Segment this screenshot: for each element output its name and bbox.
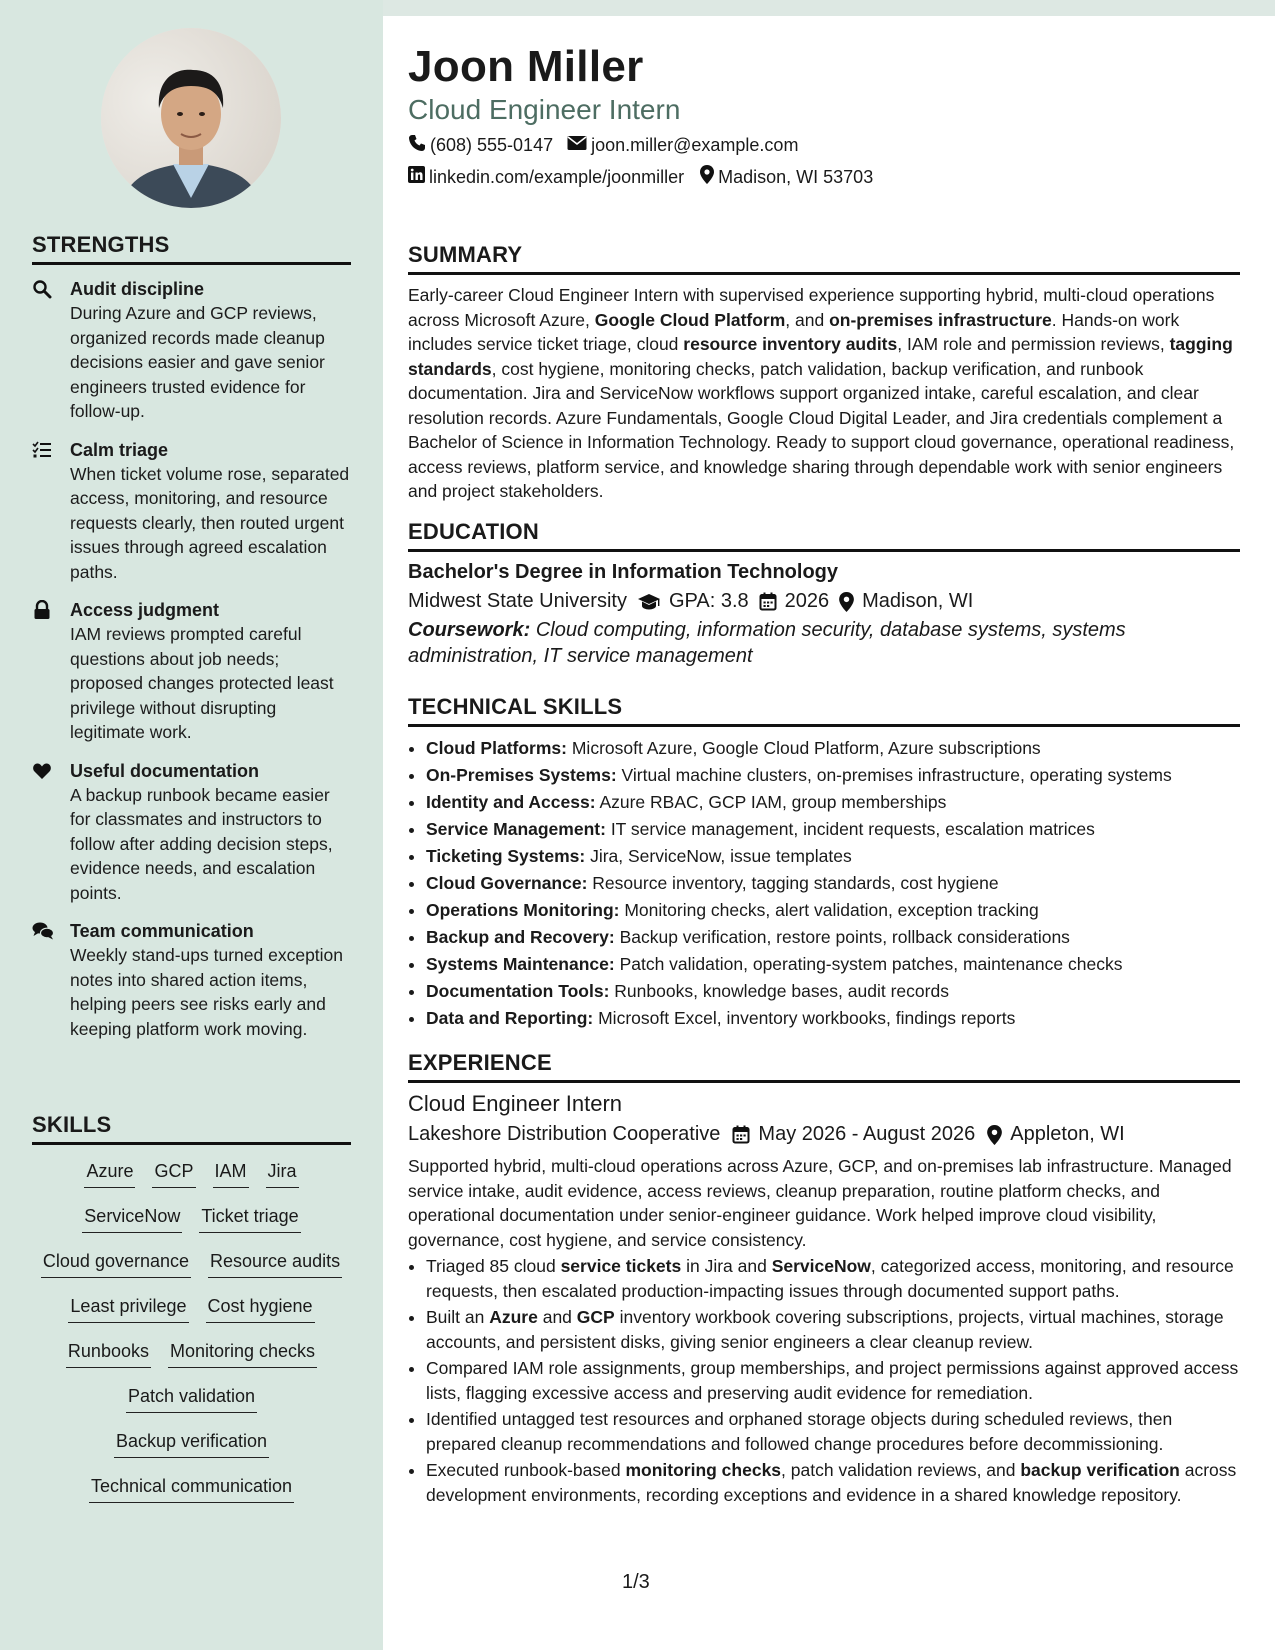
company-name: Lakeshore Distribution Cooperative <box>408 1123 721 1145</box>
bullet-segment: and <box>537 1307 577 1327</box>
chip-row <box>32 1384 351 1429</box>
list-item <box>426 1254 1240 1303</box>
technical-skills-section <box>408 694 1240 1032</box>
bullet-segment: , categorized access, monitoring, and resource requests, then escalated production-impacting issues through documented support paths. <box>426 1256 1234 1301</box>
skill-label: Systems Maintenance: <box>426 954 615 974</box>
list-item <box>426 816 1240 843</box>
experience-section <box>408 1050 1240 1509</box>
email-contact[interactable] <box>567 135 798 156</box>
summary-segment: , and <box>785 309 830 330</box>
location-text: Madison, WI 53703 <box>718 166 874 187</box>
strengths-heading: STRENGTHS <box>32 232 351 265</box>
strength-text: When ticket volume rose, separated access, monitoring, and resource requests clearly, then routed urgent issues through agreed escalation paths. <box>70 463 350 582</box>
summary-segment: Google Cloud Platform <box>594 309 786 330</box>
summary-segment: tagging standards <box>408 334 1233 379</box>
comments-icon <box>32 921 54 941</box>
school-name: Midwest State University <box>408 590 627 612</box>
chip-row <box>32 1159 351 1204</box>
education-section <box>408 519 1240 669</box>
skill-value: Resource inventory, tagging standards, cost hygiene <box>592 873 999 893</box>
skill-value: Monitoring checks, alert validation, exception tracking <box>624 900 1039 920</box>
checklist-icon <box>32 440 54 460</box>
list-item <box>426 1005 1240 1032</box>
bullet-segment: GCP <box>576 1307 615 1327</box>
summary-segment: . Hands-on work includes service ticket triage, cloud <box>408 309 1180 354</box>
linkedin-contact[interactable] <box>408 166 684 188</box>
bullet-segment: service tickets <box>560 1256 682 1276</box>
contact-line <box>408 165 887 189</box>
skill-value: Virtual machine clusters, on-premises infrastructure, operating systems <box>621 765 1172 785</box>
strength-text: Weekly stand-ups turned exception notes into shared action items, helping peers see risks early and keeping platform work moving. <box>70 945 344 1039</box>
chip-row <box>32 1429 351 1474</box>
search-icon <box>32 279 54 299</box>
summary-heading: SUMMARY <box>408 242 1240 275</box>
skill-value: Runbooks, knowledge bases, audit records <box>614 981 949 1001</box>
list-item <box>426 762 1240 789</box>
job-location: Appleton, WI <box>1010 1123 1125 1145</box>
strength-title: Audit discipline <box>70 279 205 299</box>
list-item <box>426 924 1240 951</box>
strength-item <box>32 759 351 906</box>
bullet-segment: Azure <box>489 1307 538 1327</box>
skill-value: Microsoft Azure, Google Cloud Platform, Azure subscriptions <box>571 738 1041 758</box>
skill-chip: Monitoring checks <box>168 1339 317 1368</box>
strengths-section <box>32 232 351 1041</box>
strength-item <box>32 277 351 424</box>
skill-chip: Resource audits <box>208 1249 342 1278</box>
job-summary: Supported hybrid, multi-cloud operations across Azure, GCP, and on-premises lab infrastructure. Managed service intake, audit evidence, access reviews, cleanup preparation, routine platform checks, and operational documentation under senior-engineer guidance. Work helped improve cloud visibility, governance, cost hygiene, and service consistency. <box>408 1156 1232 1250</box>
strength-text: IAM reviews prompted careful questions about job needs; proposed changes protected least privilege without disrupting legitimate work. <box>70 624 334 742</box>
strength-title: Calm triage <box>70 439 169 460</box>
skill-chip: Cost hygiene <box>206 1294 315 1323</box>
skill-value: Backup verification, restore points, rollback considerations <box>619 927 1070 947</box>
skill-label: Data and Reporting: <box>426 1008 594 1028</box>
skill-chip: Patch validation <box>126 1384 257 1413</box>
list-item <box>426 1458 1240 1507</box>
skill-chip: GCP <box>152 1159 195 1188</box>
lock-icon <box>32 600 54 620</box>
skills-heading: SKILLS <box>32 1112 351 1145</box>
list-item <box>426 978 1240 1005</box>
graduation-cap-icon <box>637 593 661 611</box>
summary-section <box>408 242 1240 504</box>
bullet-segment: across development environments, recording exceptions and evidence in a shared knowledge repository. <box>426 1460 1237 1505</box>
list-item <box>426 1356 1240 1405</box>
strength-text: A backup runbook became easier for classmates and instructors to follow after adding decision steps, evidence needs, and escalation points. <box>70 784 333 903</box>
skill-chip: Ticket triage <box>199 1204 300 1233</box>
strength-title: Team communication <box>70 921 254 941</box>
skill-chip: Technical communication <box>89 1474 294 1503</box>
linkedin-icon <box>408 166 429 188</box>
bullet-segment: backup verification <box>1020 1460 1180 1480</box>
technical-skills-heading: TECHNICAL SKILLS <box>408 694 1240 727</box>
bullet-segment: in Jira and <box>681 1256 772 1276</box>
map-pin-icon <box>987 1125 1002 1145</box>
experience-heading: EXPERIENCE <box>408 1050 1240 1083</box>
bullet-segment: ServiceNow <box>771 1256 871 1276</box>
map-pin-icon <box>839 592 854 612</box>
education-heading: EDUCATION <box>408 519 1240 552</box>
chip-row <box>32 1474 351 1519</box>
calendar-icon <box>759 592 777 611</box>
degree-title: Bachelor's Degree in Information Technology <box>408 561 839 583</box>
envelope-icon <box>567 135 591 156</box>
job-dates: May 2026 - August 2026 <box>758 1123 976 1145</box>
phone-icon <box>408 134 430 157</box>
chip-row <box>32 1204 351 1249</box>
strength-item <box>32 919 351 1041</box>
profile-photo <box>101 28 281 208</box>
chip-row <box>32 1339 351 1384</box>
location-contact <box>700 165 873 189</box>
bullet-segment: Executed runbook-based <box>426 1460 626 1480</box>
list-item <box>426 1305 1240 1354</box>
skill-label: Cloud Platforms: <box>426 738 567 758</box>
skill-label: Cloud Governance: <box>426 873 588 893</box>
map-pin-icon <box>700 165 718 189</box>
summary-segment: , cost hygiene, monitoring checks, patch validation, backup verification, and runbook documentation. Jira and ServiceNow workflows support organized intake, careful escalation, and clear resolution records. Azure Fundamentals, Google Cloud Digital Leader, and Jira credentials complement a Bachelor of Science in Information Technology. Ready to support cloud governance, operational readiness, access reviews, platform service, and knowledge sharing through dependable work with senior engineers and project stakeholders. <box>408 358 1235 501</box>
chip-row <box>32 1294 351 1339</box>
list-item <box>426 951 1240 978</box>
summary-text <box>408 283 1240 504</box>
skill-label: Documentation Tools: <box>426 981 610 1001</box>
technical-skills-list <box>408 735 1240 1032</box>
chip-row <box>32 1249 351 1294</box>
phone-contact <box>408 134 553 157</box>
skill-value: Azure RBAC, GCP IAM, group memberships <box>599 792 947 812</box>
coursework-text: Cloud computing, information security, database systems, systems administration, IT service management <box>408 619 1126 667</box>
skill-label: On-Premises Systems: <box>426 765 617 785</box>
sidebar <box>0 0 383 1650</box>
school-location: Madison, WI <box>862 590 974 612</box>
list-item <box>426 1407 1240 1456</box>
skill-chip: IAM <box>213 1159 249 1188</box>
bullet-segment: Triaged 85 cloud <box>426 1256 561 1276</box>
skills-section <box>32 1112 351 1519</box>
summary-segment: on-premises infrastructure <box>829 309 1052 330</box>
coursework <box>408 617 1240 669</box>
experience-details <box>408 1123 1240 1146</box>
heart-icon <box>32 761 54 781</box>
strength-title: Access judgment <box>70 600 220 620</box>
email-text[interactable]: joon.miller@example.com <box>591 135 799 155</box>
skill-chip: Backup verification <box>114 1429 269 1458</box>
list-item <box>426 870 1240 897</box>
skill-value: Microsoft Excel, inventory workbooks, findings reports <box>598 1008 1016 1028</box>
bullet-segment: Compared IAM role assignments, group memberships, and project permissions against approved access lists, flagging excessive access and preserving audit evidence for remediation. <box>426 1358 1239 1403</box>
list-item <box>426 897 1240 924</box>
strength-text: During Azure and GCP reviews, organized records made cleanup decisions easier and gave senior engineers trusted evidence for follow-up. <box>70 303 325 421</box>
phone-text: (608) 555-0147 <box>430 135 554 155</box>
skill-label: Identity and Access: <box>426 792 596 812</box>
skill-chip: Jira <box>266 1159 299 1188</box>
summary-segment: resource inventory audits <box>683 334 898 354</box>
skill-chip: Cloud governance <box>41 1249 191 1278</box>
skill-value: Jira, ServiceNow, issue templates <box>590 846 852 866</box>
strength-item <box>32 598 351 745</box>
skill-chip: ServiceNow <box>82 1204 182 1233</box>
bullet-segment: Identified untagged test resources and orphaned storage objects during scheduled reviews, then prepared cleanup recommendations and followed change procedures before decommissioning. <box>426 1409 1173 1454</box>
list-item <box>426 735 1240 762</box>
gpa-value: GPA: 3.8 <box>668 590 749 612</box>
linkedin-text[interactable]: linkedin.com/example/joonmiller <box>429 166 685 187</box>
job-bullets <box>408 1254 1240 1507</box>
skill-chip: Azure <box>84 1159 135 1188</box>
graduation-year: 2026 <box>784 590 830 612</box>
list-item <box>426 843 1240 870</box>
bullet-segment: inventory workbook covering subscriptions, projects, virtual machines, storage accounts, and persistent disks, giving senior engineers a clear cleanup review. <box>426 1307 1224 1352</box>
coursework-label: Coursework: <box>408 619 531 641</box>
skill-value: Patch validation, operating-system patches, maintenance checks <box>619 954 1123 974</box>
page-number: 1/3 <box>622 1571 650 1593</box>
skill-label: Service Management: <box>426 819 606 839</box>
skill-label: Ticketing Systems: <box>426 846 586 866</box>
bullet-segment: Built an <box>426 1307 490 1327</box>
skill-chips <box>32 1159 351 1519</box>
contact-line <box>408 134 812 157</box>
skill-chip: Least privilege <box>68 1294 188 1323</box>
bullet-segment: , patch validation reviews, and <box>781 1460 1021 1480</box>
strength-title: Useful documentation <box>70 760 260 781</box>
bullet-segment: monitoring checks <box>625 1460 782 1480</box>
summary-segment: , IAM role and permission reviews, <box>897 334 1170 354</box>
skill-label: Backup and Recovery: <box>426 927 615 947</box>
skill-chip: Runbooks <box>66 1339 151 1368</box>
experience-job-title: Cloud Engineer Intern <box>408 1091 623 1116</box>
candidate-name: Joon Miller <box>408 42 644 91</box>
strength-item <box>32 438 351 585</box>
job-title: Cloud Engineer Intern <box>408 94 681 125</box>
list-item <box>426 789 1240 816</box>
skill-label: Operations Monitoring: <box>426 900 620 920</box>
education-details <box>408 590 1240 613</box>
summary-segment: Early-career Cloud Engineer Intern with supervised experience supporting hybrid, multi-cloud operations across Microsoft Azure, <box>408 285 1215 330</box>
calendar-icon <box>732 1125 750 1144</box>
skill-value: IT service management, incident requests, escalation matrices <box>610 819 1095 839</box>
